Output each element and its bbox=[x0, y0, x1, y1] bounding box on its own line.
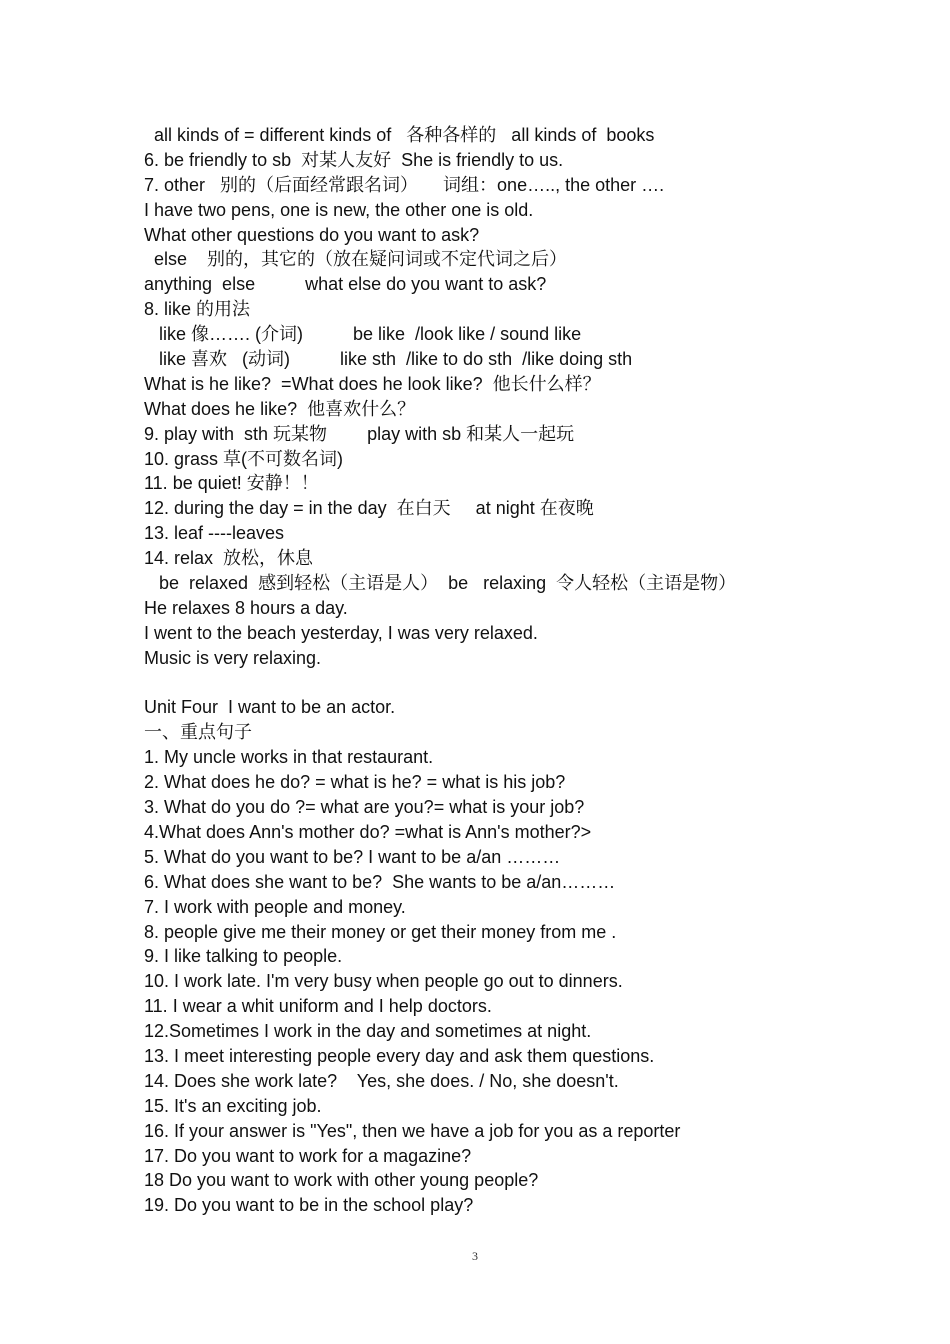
sentence-line: 5. What do you want to be? I want to be a/an ……… bbox=[144, 846, 561, 867]
text-line: 7. other 别的（后面经常跟名词） 词组：one….., the other …. bbox=[144, 174, 665, 195]
sentence-line: 1. My uncle works in that restaurant. bbox=[144, 747, 434, 768]
text-line: 12. during the day = in the day 在白天 at night 在夜晚 bbox=[144, 498, 594, 519]
text-line: I have two pens, one is new, the other one is old. bbox=[144, 199, 534, 220]
page-number: 3 bbox=[472, 1249, 478, 1263]
text-line: 6. be friendly to sb 对某人友好 She is friendly to us. bbox=[144, 149, 564, 170]
sentence-line: 2. What does he do? = what is he? = what is his job? bbox=[144, 772, 566, 793]
text-line: 9. play with sth 玩某物 play with sb 和某人一起玩 bbox=[144, 423, 575, 444]
sentence-line: 4.What does Ann's mother do? =what is Ann's mother?> bbox=[144, 821, 592, 842]
text-line: else 别的，其它的（放在疑问词或不定代词之后） bbox=[144, 249, 568, 270]
sentence-line: 19. Do you want to be in the school play? bbox=[144, 1195, 474, 1216]
text-line: I went to the beach yesterday, I was very relaxed. bbox=[144, 622, 538, 643]
text-line: Music is very relaxing. bbox=[144, 647, 322, 668]
sentence-line: 8. people give me their money or get their money from me . bbox=[144, 921, 617, 942]
text-line: all kinds of = different kinds of 各种各样的 all kinds of books bbox=[144, 125, 655, 145]
text-line: 10. grass 草(不可数名词) bbox=[144, 448, 344, 469]
sentence-line: 11. I wear a whit uniform and I help doctors. bbox=[144, 996, 492, 1017]
sentence-line: 12.Sometimes I work in the day and sometimes at night. bbox=[144, 1021, 592, 1042]
document-body bbox=[144, 123, 844, 1218]
text-line: like 喜欢 (动词) like sth /like to do sth /like doing sth bbox=[144, 349, 633, 370]
sentence-line: 17. Do you want to work for a magazine? bbox=[144, 1145, 472, 1166]
sentence-line: 9. I like talking to people. bbox=[144, 946, 343, 967]
sentence-line: 16. If your answer is "Yes", then we have a job for you as a reporter bbox=[144, 1120, 681, 1141]
sentence-line: 7. I work with people and money. bbox=[144, 896, 406, 917]
text-line: What does he like? 他喜欢什么？ bbox=[144, 398, 416, 419]
sentence-line: 6. What does she want to be? She wants to be a/an……… bbox=[144, 871, 616, 892]
section-heading: 一、重点句子 bbox=[144, 722, 252, 743]
text-line: anything else what else do you want to ask? bbox=[144, 274, 547, 295]
text-line: He relaxes 8 hours a day. bbox=[144, 597, 348, 618]
unit-title: Unit Four I want to be an actor. bbox=[144, 697, 396, 718]
sentence-line: 15. It's an exciting job. bbox=[144, 1095, 322, 1116]
text-line: like 像……. (介词) be like /look like / sound like bbox=[144, 324, 582, 345]
sentence-line: 10. I work late. I'm very busy when people go out to dinners. bbox=[144, 971, 623, 992]
blank-line bbox=[144, 671, 844, 696]
section-heading: 8. like 的用法 bbox=[144, 299, 251, 320]
sentence-line: 14. Does she work late? Yes, she does. / No, she doesn't. bbox=[144, 1070, 619, 1091]
text-line: be relaxed 感到轻松（主语是人） be relaxing 令人轻松（主语是物） bbox=[144, 573, 737, 594]
sentence-line: 3. What do you do ?= what are you?= what is your job? bbox=[144, 797, 585, 818]
text-line: What other questions do you want to ask? bbox=[144, 224, 480, 245]
text-line: 14. relax 放松，休息 bbox=[144, 548, 314, 569]
sentence-line: 18 Do you want to work with other young people? bbox=[144, 1170, 539, 1191]
text-line: 11. be quiet! 安静！！ bbox=[144, 473, 319, 494]
text-line: 13. leaf ----leaves bbox=[144, 523, 285, 544]
text-line: What is he like? =What does he look like? 他长什么样？ bbox=[144, 373, 601, 394]
sentence-line: 13. I meet interesting people every day and ask them questions. bbox=[144, 1045, 655, 1066]
